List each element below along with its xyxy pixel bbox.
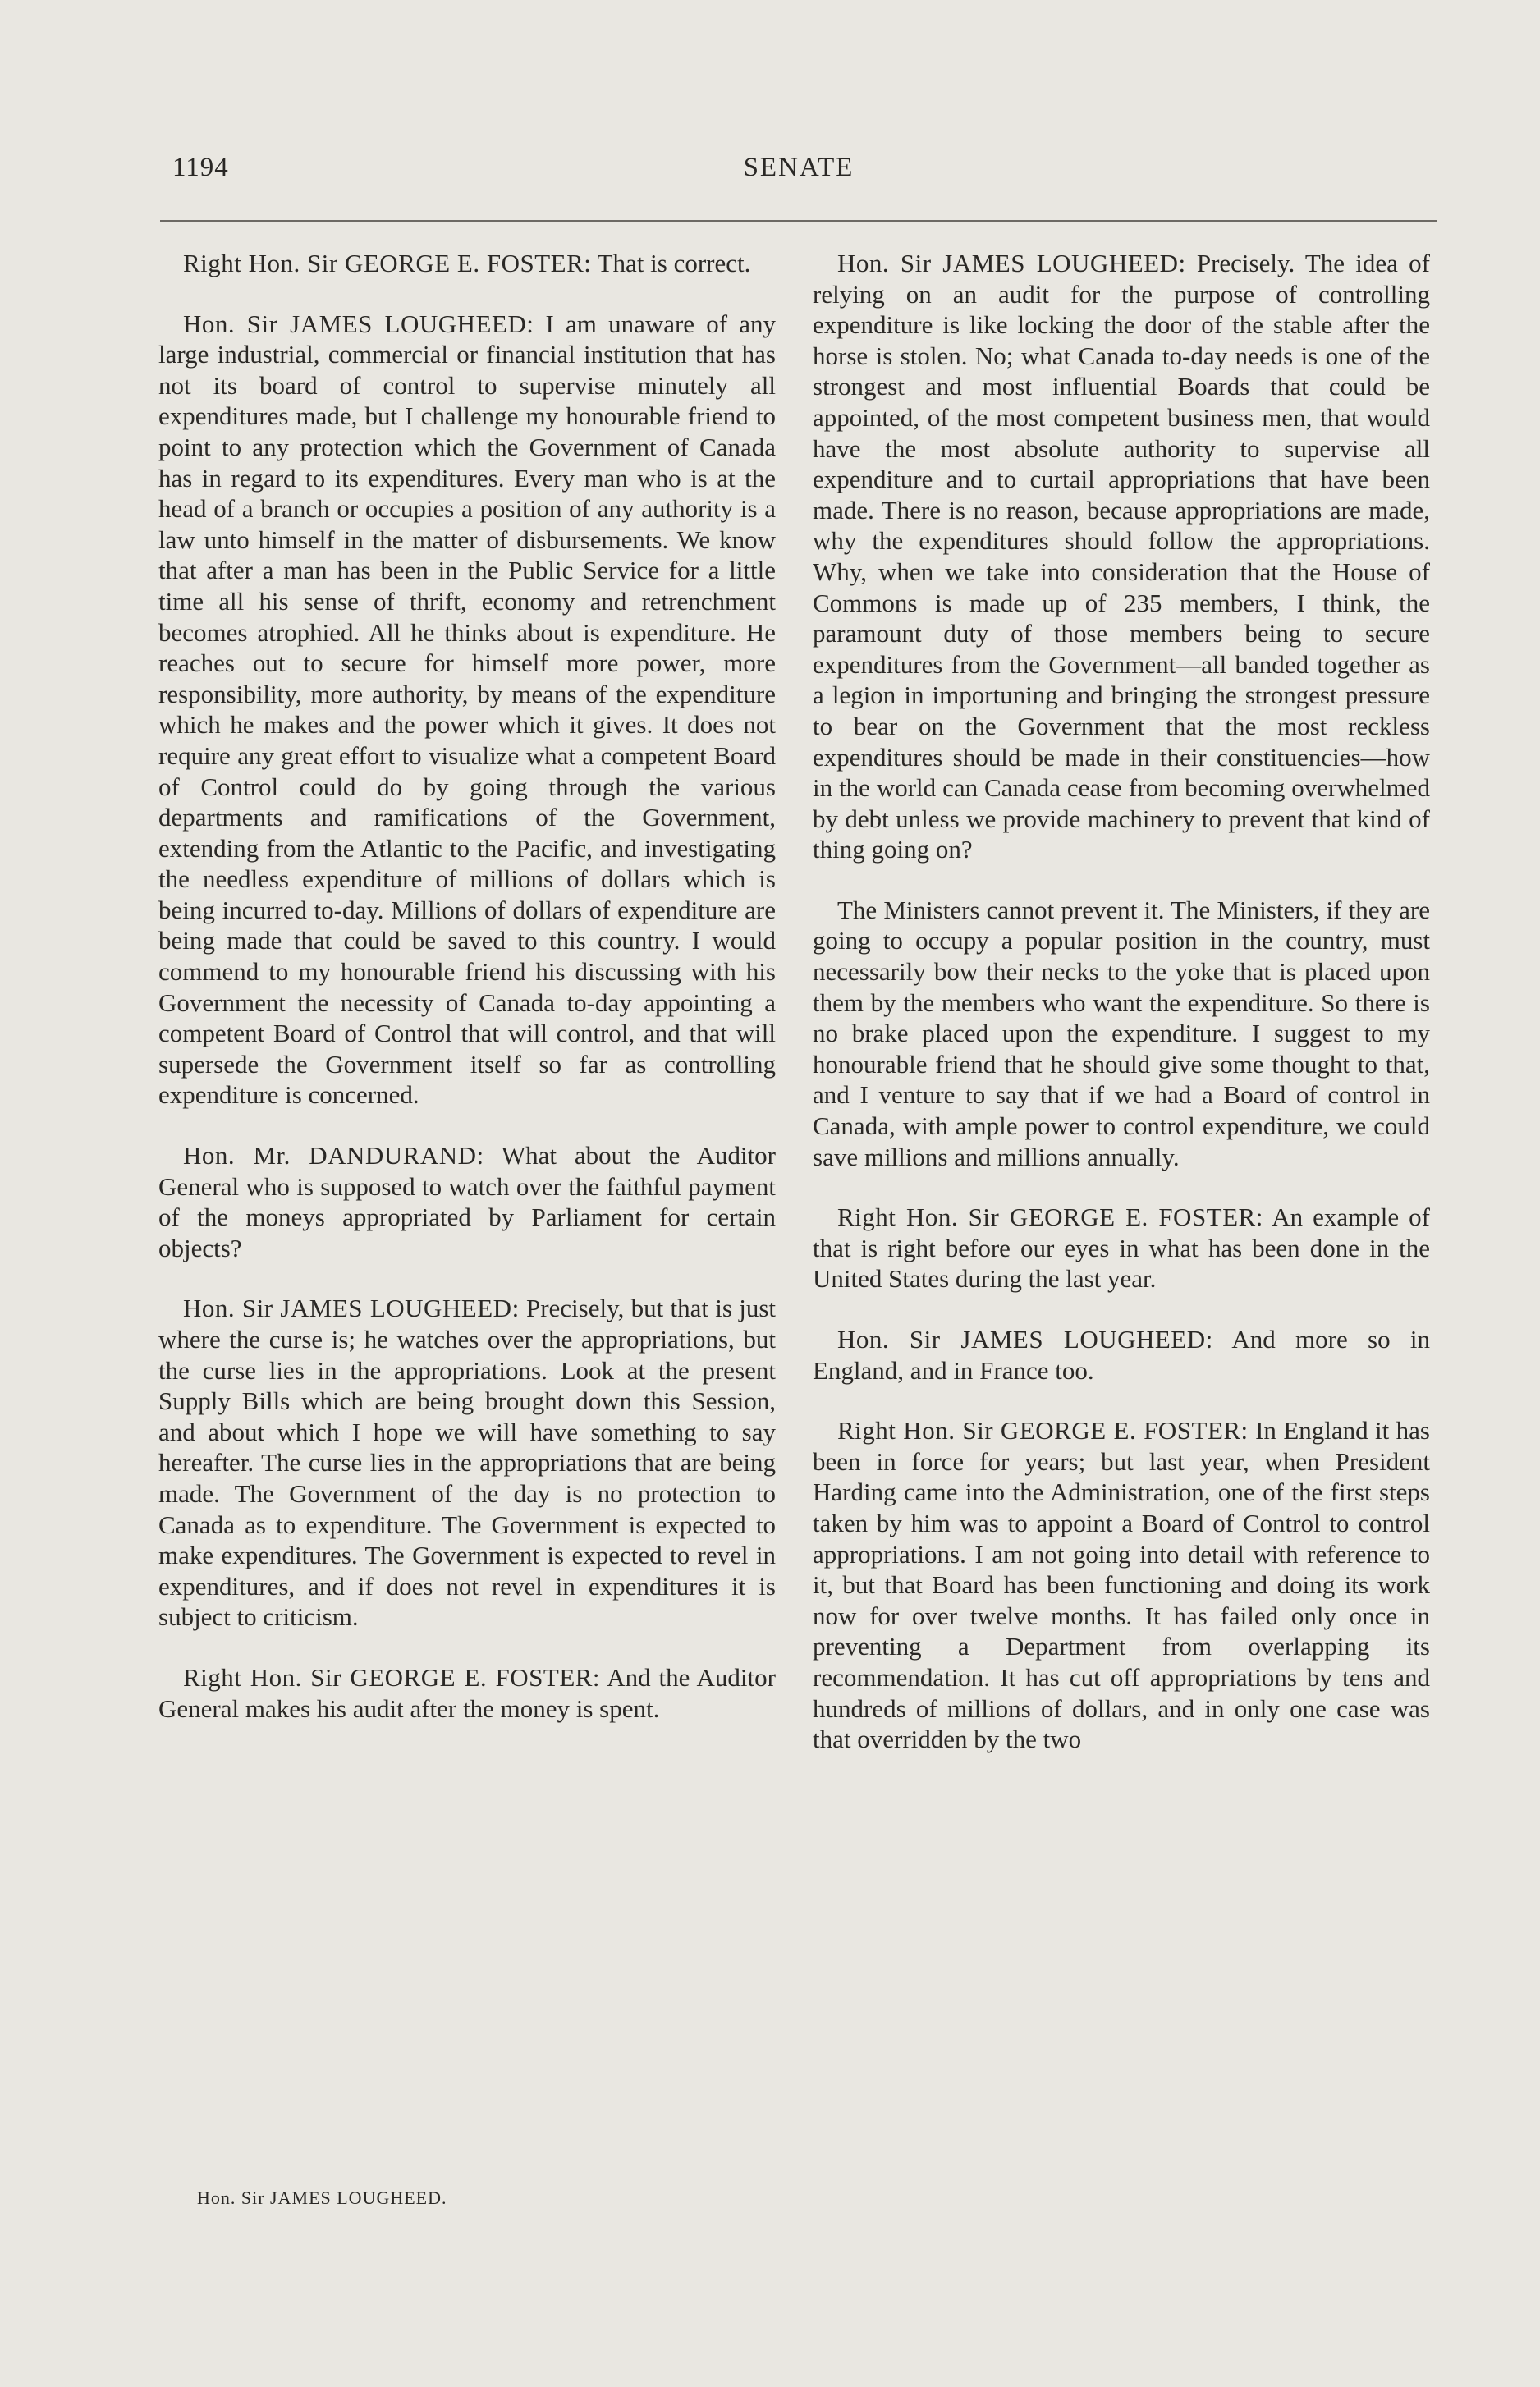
footer-catchword: Hon. Sir JAMES LOUGHEED. <box>197 2188 447 2208</box>
speech-text: Precisely. The idea of relying on an audit for the purpose of controlling expenditure is like locking the door of the stable after the horse is stolen. No; what Canada to-day needs is one of the strongest and most influential Boards that could be appointed, of the most competent business men, that would have the most absolute authority to supervise all expenditure and to curtail appropriations that have been made. There is no reason, because appropriations are made, why the expenditures should follow the appropriations. Why, when we take into consideration that the House of Commons is made up of 235 members, I think, the paramount duty of those members being to secure expenditures from the Government—all banded together as a legion in importuning and bringing the strongest pressure to bear on the Government that the most reckless expenditures should be made in their constituencies—how in the world can Canada cease from becoming overwhelmed by debt unless we provide machinery to prevent that kind of thing going on? <box>813 249 1430 864</box>
page-number: 1194 <box>172 153 229 182</box>
speech-text: What about the Auditor General who is supposed to watch over the faithful payment of the moneys appropriated by Parliament for certain objects? <box>158 1141 776 1262</box>
speech-text: An example of that is right before our eyes in what has been done in the United States during the last year. <box>813 1203 1430 1294</box>
right-column <box>813 248 1430 1785</box>
speaker-name: Hon. Sir JAMES LOUGHEED: <box>837 1325 1213 1354</box>
speech-paragraph <box>813 895 1430 1172</box>
speaker-name: Right Hon. Sir GEORGE E. FOSTER: <box>183 1662 601 1692</box>
speech-paragraph <box>813 248 1430 865</box>
header-divider <box>160 220 1437 222</box>
speaker-name: Right Hon. Sir GEORGE E. FOSTER: <box>183 249 592 277</box>
speaker-name: Hon. Sir JAMES LOUGHEED: <box>183 1294 520 1323</box>
speech-paragraph <box>158 1140 776 1263</box>
speech-text: The Ministers cannot prevent it. The Ministers, if they are going to occupy a popular position in the country, must necessarily bow their necks to the yoke that is placed upon them by the members who want the expenditure. So there is no brake placed upon the expenditure. I suggest to my honourable friend that he should give some thought to that, and I venture to say that if we had a Board of control in Canada, with ample power to control expenditure, we could save millions and millions annually. <box>813 895 1430 1171</box>
speech-text: And the Auditor General makes his audit after the money is spent. <box>158 1662 776 1723</box>
speaker-name: Right Hon. Sir GEORGE E. FOSTER: <box>837 1416 1249 1445</box>
speaker-name: Hon. Mr. DANDURAND: <box>183 1141 484 1171</box>
speech-paragraph <box>158 248 776 279</box>
running-title: SENATE <box>743 153 855 182</box>
speech-text: In England it has been in force for years; but last year, when President Harding came into the Administration, one of the first steps taken by him was to appoint a Board of Control to control appropriations. I am not going into detail with reference to it, but that Board has been functioning and doing its work now for over twelve months. It has failed only once in preventing a Department from overlapping its recommendation. It has cut off appropriations by tens and hundreds of millions of dollars, and in only one case was that overridden by the two <box>813 1416 1430 1754</box>
speech-text: And more so in England, and in France too. <box>813 1325 1430 1385</box>
speech-paragraph <box>158 1662 776 1724</box>
speech-text: Precisely, but that is just where the curse is; he watches over the appropriations, but the curse lies in the appropriations. Look at the present Supply Bills which are being brought down this Session, and about which I hope we will have something to say hereafter. The curse lies in the appropriations that are being made. The Government of the day is no protection to Canada as to expenditure. The Government is expected to make expenditures. The Government is expected to revel in expenditures, and if does not revel in expenditures it is subject to criticism. <box>158 1294 776 1632</box>
speaker-name: Hon. Sir JAMES LOUGHEED: <box>837 249 1186 277</box>
speech-paragraph <box>813 1202 1430 1294</box>
speech-paragraph <box>813 1324 1430 1386</box>
speech-paragraph <box>158 1293 776 1633</box>
speaker-name: Hon. Sir JAMES LOUGHEED: <box>183 309 534 338</box>
speech-paragraph <box>813 1415 1430 1755</box>
speech-text: That is correct. <box>597 249 751 277</box>
left-column <box>158 248 776 1753</box>
page-header <box>172 153 1425 194</box>
speech-text: I am unaware of any large industrial, commercial or financial institution that has not its board of control to supervise minutely all expenditures made, but I challenge my honourable friend to point to any protection which the Government of Canada has in regard to its expenditures. Every man who is at the head of a branch or occupies a position of any authority is a law unto himself in the matter of disbursements. We know that after a man has been in the Public Service for a little time all his sense of thrift, economy and retrenchment becomes atrophied. All he thinks about is expenditure. He reaches out to secure for himself more power, more responsibility, more authority, by means of the expenditure which he makes and the power which it gives. It does not require any great effort to visualize what a competent Board of Control could do by going through the various departments and ramifications of the Government, extending from the Atlantic to the Pacific, and investigating the needless expenditure of millions of dollars which is being incurred to-day. Millions of dollars of expenditure are being made that could be saved to this country. I would commend to my honourable friend his discussing with his Government the necessity of Canada to-day appointing a competent Board of Control that will control, and that will supersede the Government itself so far as controlling expenditure is concerned. <box>158 309 776 1110</box>
speaker-name: Right Hon. Sir GEORGE E. FOSTER: <box>837 1203 1263 1232</box>
speech-paragraph <box>158 309 776 1111</box>
